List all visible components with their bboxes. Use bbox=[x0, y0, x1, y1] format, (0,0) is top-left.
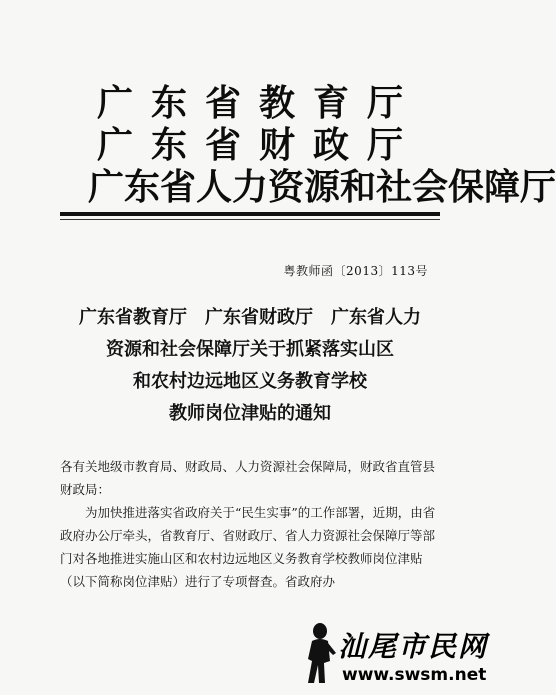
title-line-1: 广东省教育厅 广东省财政厅 广东省人力 bbox=[79, 307, 421, 328]
header-divider-thick bbox=[60, 212, 440, 216]
issuer-hr-social-security-dept: 广东省人力资源和社会保障厅 bbox=[88, 166, 556, 208]
title-line-2: 资源和社会保障厅关于抓紧落实山区 bbox=[106, 339, 394, 360]
title-line-3: 和农村边远地区义务教育学校 bbox=[133, 371, 367, 392]
addressee: 各有关地级市教育局、财政局、人力资源社会保障局，财政省直管县财政局： bbox=[60, 459, 436, 497]
site-watermark bbox=[300, 621, 489, 691]
issuer-education-dept: 广 东 省 教 育 厅 bbox=[96, 82, 403, 124]
issuing-authorities bbox=[88, 82, 556, 208]
watermark-url: www.swsm.net bbox=[342, 665, 487, 685]
running-figure-icon bbox=[300, 621, 340, 687]
title-line-4: 教师岗位津贴的通知 bbox=[169, 403, 331, 424]
document-body bbox=[60, 455, 442, 593]
document-number: 粤教师函〔2013〕113号 bbox=[283, 264, 428, 278]
header-divider-thin bbox=[60, 219, 440, 220]
watermark-site-name: 汕尾市民网 bbox=[338, 630, 489, 663]
document-title bbox=[60, 302, 440, 430]
issuer-finance-dept: 广 东 省 财 政 厅 bbox=[96, 124, 403, 166]
body-paragraph: 为加快推进落实省政府关于“民生实事”的工作部署，近期，由省政府办公厅牵头，省教育厅、省财政厅、省人力资源社会保障厅等部门对各地推进实施山区和农村边远地区义务教育学校教师岗位津贴（以下简称岗位津贴）进行了专项督查。省政府办 bbox=[60, 505, 436, 589]
